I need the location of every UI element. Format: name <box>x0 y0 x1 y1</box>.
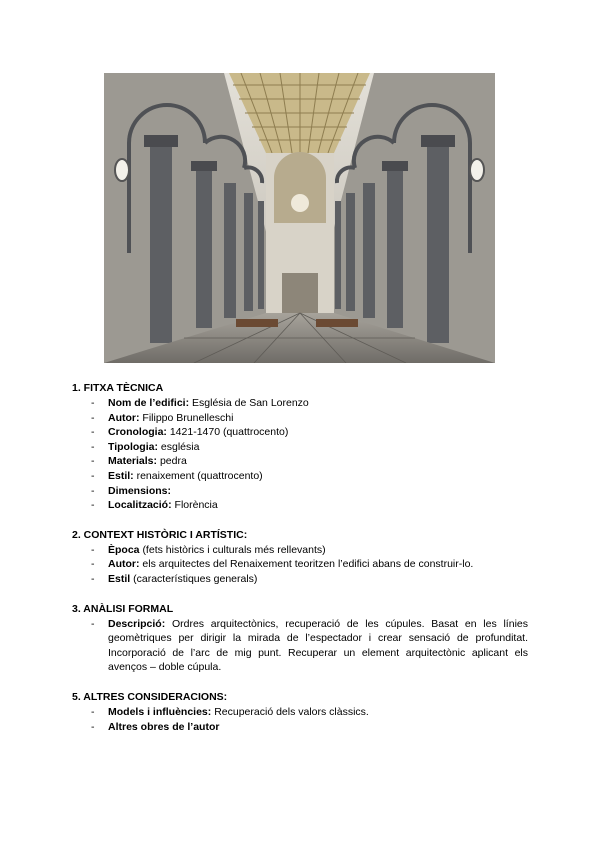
item-text: els arquitectes del Renaixement teoritzen l’edifici abans de construir-lo. <box>142 558 474 571</box>
item-label: Època <box>108 543 140 556</box>
item-label: Altres obres de l’autor <box>108 720 220 733</box>
list-item <box>72 572 528 587</box>
item-text: Filippo Brunelleschi <box>142 411 234 424</box>
item-list <box>72 396 528 513</box>
item-list <box>72 617 528 675</box>
item-list <box>72 543 528 587</box>
item-label: Materials: <box>108 455 158 468</box>
apse-window <box>291 194 309 212</box>
item-label: Dimensions: <box>108 484 172 497</box>
item-text: renaixement (quattrocento) <box>136 469 263 482</box>
list-item <box>72 484 528 499</box>
list-item <box>72 705 528 720</box>
item-label: Estil <box>108 572 131 585</box>
section-context <box>72 528 528 587</box>
item-label: Nom de l’edifici: <box>108 397 190 409</box>
list-item <box>72 454 528 469</box>
item-list <box>72 705 528 734</box>
section-title: 3. ANÀLISI FORMAL <box>72 602 174 615</box>
list-item <box>72 617 528 675</box>
item-text: Florència <box>174 499 218 512</box>
document-body <box>72 381 528 749</box>
list-item <box>72 396 528 411</box>
list-item <box>72 543 528 558</box>
list-item <box>72 557 528 572</box>
item-label: Cronologia: <box>108 426 167 439</box>
item-label: Models i influències: <box>108 705 212 718</box>
item-text: Ordres arquitectònics, recuperació de les cúpules. Basat en les línies geomètriques per dirigir la mirada de l’espectador i crear sensació de profunditat. Incorporació de l’arc de mig punt. Recuperar un element arquitectònic aplicant els avenços – doble cúpula. <box>108 617 528 674</box>
list-item <box>72 720 528 735</box>
item-text: pedra <box>159 455 187 468</box>
section-analisi-formal <box>72 602 528 675</box>
item-label: Tipologia: <box>108 440 158 453</box>
nave-illustration <box>104 73 495 363</box>
list-item <box>72 425 528 440</box>
item-text: 1421-1470 (quattrocento) <box>169 426 289 439</box>
item-label: Autor: <box>108 558 140 571</box>
list-item <box>72 469 528 484</box>
item-label: Estil: <box>108 469 134 482</box>
item-text: Església de San Lorenzo <box>192 397 309 409</box>
item-text: (característiques generals) <box>133 572 258 585</box>
list-item <box>72 411 528 426</box>
list-item <box>72 440 528 455</box>
section-altres <box>72 690 528 734</box>
item-text: església <box>160 440 200 453</box>
section-title: 1. FITXA TÈCNICA <box>72 382 164 394</box>
item-text: (fets històrics i culturals més rellevants) <box>142 543 326 556</box>
item-label: Localització: <box>108 499 172 512</box>
item-label: Descripció: <box>108 617 166 630</box>
section-title: 5. ALTRES CONSIDERACIONS: <box>72 690 228 703</box>
section-title: 2. CONTEXT HISTÒRIC I ARTÍSTIC: <box>72 528 248 541</box>
item-label: Autor: <box>108 411 140 424</box>
list-item <box>72 498 528 513</box>
church-interior-photo <box>104 73 495 363</box>
section-fitxa-tecnica <box>72 381 528 513</box>
item-text: Recuperació dels valors clàssics. <box>214 705 369 718</box>
apse-arch <box>274 152 326 223</box>
